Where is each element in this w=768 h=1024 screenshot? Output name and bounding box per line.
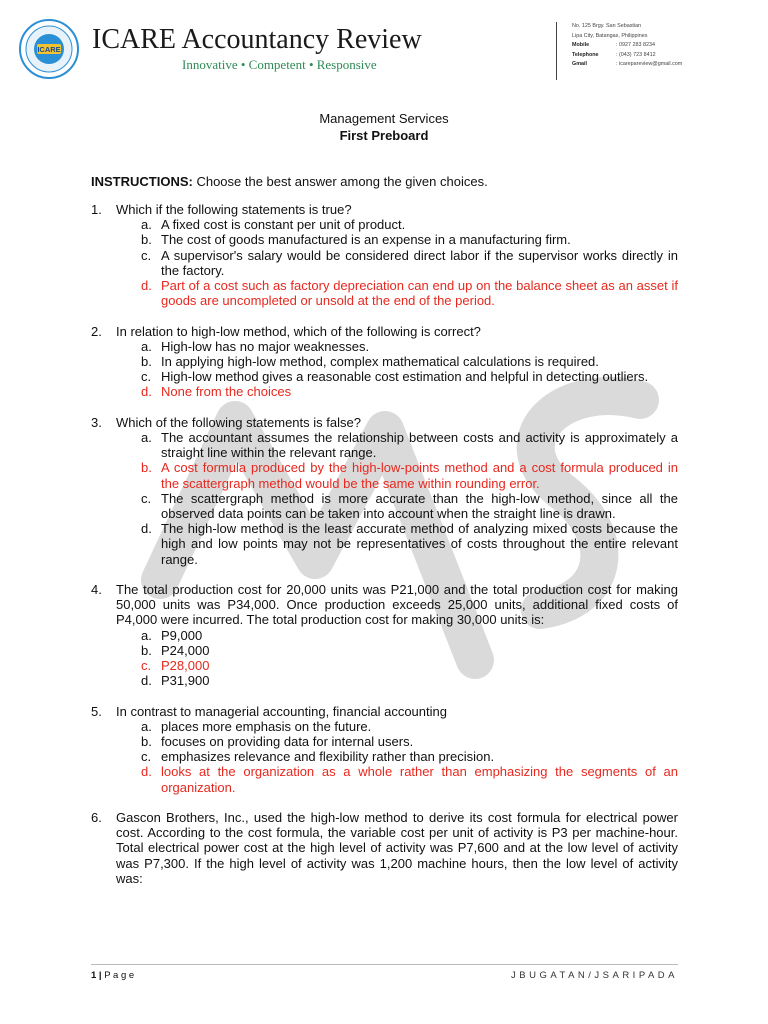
question-3 [91,415,678,567]
choice-text: In applying high-low method, complex mathematical calculations is required. [161,354,599,370]
answer-choice-correct [116,658,678,673]
choice-letter: c. [141,490,152,506]
answer-choice [116,643,678,658]
choice-letter: d. [141,521,152,537]
answer-choice [116,339,678,354]
instructions-text: Choose the best answer among the given choices. [192,174,488,189]
choice-text: The accountant assumes the relationship between costs and activity is approximately a straight line within the relevant range. [161,430,678,461]
answer-choice [116,248,678,278]
question-4 [91,582,678,688]
answer-choice [116,673,678,688]
answer-choice-correct [116,764,678,794]
question-number: 6. [91,810,102,826]
contact-value: : icarepareview@gmail.com [616,61,683,68]
address-line: Lipa City, Batangas, Philippines [572,32,648,39]
contact-label: Gmail [572,61,587,68]
instructions-label: INSTRUCTIONS: [91,174,193,189]
choice-letter: b. [141,232,152,248]
answer-choice [116,217,678,232]
contact-label: Telephone [572,51,599,58]
contact-row-telephone [572,51,682,61]
choice-text: A fixed cost is constant per unit of product. [161,217,406,233]
footer-divider [91,964,678,965]
choice-text: A cost formula produced by the high-low-points method and a cost formula produced in the scattergraph method would be the same within rounding error. [161,460,678,491]
choice-text: High-low method gives a reasonable cost estimation and helpful in detecting outliers. [161,369,649,385]
choice-text: P24,000 [161,642,210,658]
choice-text: P28,000 [161,658,210,674]
choice-letter: c. [141,749,152,765]
answer-choice [116,369,678,384]
footer-authors: JBUGATAN/JSARIPADA [511,970,678,981]
choice-letter: a. [141,430,152,446]
choice-letter: d. [141,764,152,780]
contact-label: Mobile [572,42,590,49]
contact-value: : (043) 723 8412 [616,51,656,58]
choice-text: High-low has no major weaknesses. [161,338,370,354]
choice-text: emphasizes relevance and flexibility rather than precision. [161,749,495,765]
question-stem: Gascon Brothers, Inc., used the high-low method to derive its cost formula for electrical power cost. According to the cost formula, the variable cost per unit of activity is P3 per machine-hour. Total electrical power cost at the high level of activity was P7,600 and at the low level of activity was P7,300. If the high level of activity was 1,200 machine hours, then the low level of activity was: [116,810,678,886]
choice-letter: a. [141,338,152,354]
question-stem: Which if the following statements is true? [116,202,352,217]
question-1 [91,202,678,308]
answer-choice-correct [116,384,678,399]
choice-letter: b. [141,734,152,750]
answer-choice [116,628,678,643]
page-label: P a g e [104,970,135,981]
choice-letter: c. [141,658,152,674]
question-stem: In contrast to managerial accounting, financial accounting [116,703,447,719]
question-5 [91,704,678,795]
answer-choice [116,749,678,764]
logo-text: ICARE [37,45,61,54]
choice-letter: c. [141,247,152,263]
address-line: No. 125 Brgy. San Sebastian [572,23,642,29]
answer-choice-correct [116,460,678,490]
choice-text: A supervisor's salary would be considered direct labor if the supervisor works directly in the factory. [161,247,678,278]
answer-choice [116,719,678,734]
answer-choice [116,734,678,749]
brand-tagline: Innovative • Competent • Responsive [182,57,377,72]
answer-choice [116,430,678,460]
answer-choice-correct [116,278,678,308]
page-number: 1 [91,970,97,981]
answer-choice [116,354,678,369]
page-separator: | [96,970,105,981]
exam-title: First Preboard [339,128,429,143]
brand-name: ICARE Accountancy Review [92,24,422,55]
choice-text: The high-low method is the least accurate method of analyzing mixed costs because the high and low points may not be representatives of costs throughout the entire relevant range. [161,521,678,567]
question-number: 5. [91,703,102,719]
choice-letter: a. [141,627,152,643]
choice-letter: b. [141,642,152,658]
question-6 [91,810,678,886]
page-footer [91,970,134,981]
choice-letter: b. [141,354,152,370]
contact-row-mobile [572,41,682,51]
choice-text: The cost of goods manufactured is an expense in a manufacturing firm. [161,232,571,248]
question-stem: In relation to high-low method, which of the following is correct? [116,323,481,339]
answer-choice [116,491,678,521]
header-divider [556,22,557,80]
choice-letter: b. [141,460,152,476]
contact-block [572,22,682,70]
contact-row-gmail [572,60,682,70]
choice-text: looks at the organization as a whole rather than emphasizing the segments of an organization. [161,764,678,795]
choice-text: None from the choices [161,384,292,400]
choice-letter: a. [141,718,152,734]
choice-text: The scattergraph method is more accurate than the high-low method, since all the observed data points can be taken into account when the straight line is drawn. [161,490,678,522]
subject-title: Management Services [319,111,449,126]
choice-text: places more emphasis on the future. [161,718,372,734]
question-number: 4. [91,582,102,598]
choice-text: focuses on providing data for internal users. [161,734,414,750]
choice-letter: a. [141,217,152,233]
question-list [91,202,678,901]
choice-letter: d. [141,384,152,400]
question-stem: Which of the following statements is false? [116,414,361,430]
icare-logo [18,18,80,80]
choice-text: P31,900 [161,673,210,689]
question-number: 3. [91,414,102,430]
question-2 [91,324,678,400]
answer-choice [116,232,678,247]
answer-choice [116,521,678,567]
choice-letter: d. [141,278,152,294]
contact-value: : 0927 283 8234 [616,42,655,49]
question-number: 1. [91,202,102,217]
question-stem: The total production cost for 20,000 units was P21,000 and the total production cost for making 50,000 units was P34,000. Once production exceeds 25,000 units, additional fixed costs of P4,000 were incurred. The total production cost for making 30,000 units is: [116,582,678,628]
choice-text: Part of a cost such as factory depreciation can end up on the balance sheet as an asset if goods are uncompleted or unsold at the end of the period. [161,278,678,309]
choice-text: P9,000 [161,627,203,643]
choice-letter: d. [141,673,152,689]
instructions [91,174,488,189]
choice-letter: c. [141,369,152,385]
question-number: 2. [91,323,102,339]
